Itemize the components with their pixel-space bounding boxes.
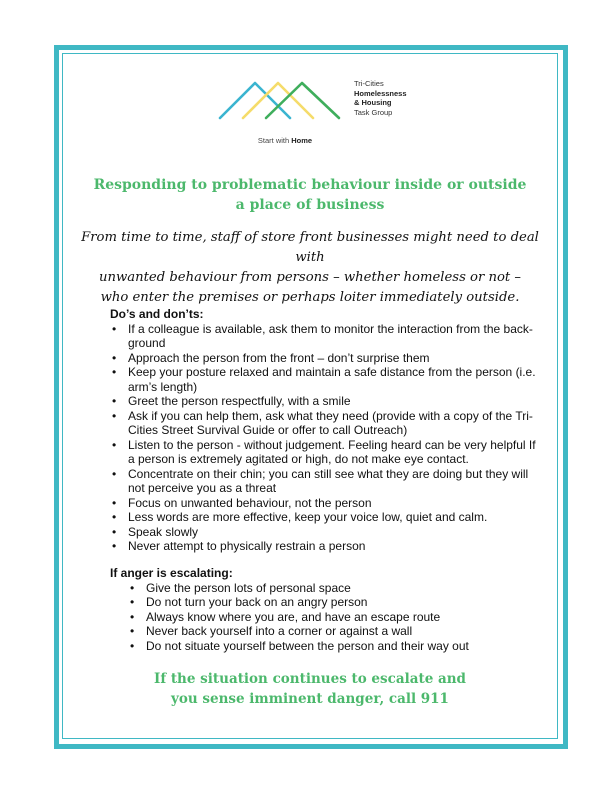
list-item xyxy=(110,394,540,409)
bullet-icon: • xyxy=(112,524,117,539)
tagline-bold: Home xyxy=(291,136,313,145)
bullet-icon: • xyxy=(130,580,135,595)
list-item-text: Do not situate yourself between the person and their way out xyxy=(146,638,469,653)
tagline xyxy=(210,136,360,145)
section-heading: Do’s and don’ts: xyxy=(110,307,204,321)
list-item xyxy=(128,610,510,625)
list-item xyxy=(128,581,510,596)
list-item-text: If a colleague is available, ask them to monitor the interaction from the back-ground xyxy=(128,321,533,350)
list-item xyxy=(110,510,540,525)
bullet-icon: • xyxy=(112,539,117,553)
list-item xyxy=(110,467,540,496)
bullet-icon: • xyxy=(112,321,117,336)
bullet-icon: • xyxy=(130,638,135,653)
list-item-text: Ask if you can help them, ask what they need (provide with a copy of the Tri-Cities Street Survival Guide or offer to call Outreach) xyxy=(128,408,533,437)
org-name-line: & Housing xyxy=(354,98,392,107)
list-item-text: Listen to the person - without judgement. Feeling heard can be very helpful If a person is extremely agitated or high, do not make eye contact. xyxy=(128,437,536,466)
list-item xyxy=(128,639,510,654)
dos-and-donts-list xyxy=(110,322,540,554)
intro-line: who enter the premises or perhaps loiter immediately outside. xyxy=(100,290,520,305)
bullet-icon: • xyxy=(112,408,117,423)
bullet-icon: • xyxy=(112,495,117,510)
bullet-icon: • xyxy=(112,350,117,365)
tagline-prefix: Start with xyxy=(257,136,292,145)
list-item-text: Concentrate on their chin; you can still see what they are doing but they will not perceive you as a threat xyxy=(128,466,529,495)
list-item-text: Always know where you are, and have an escape route xyxy=(146,609,441,624)
anger-escalating-list xyxy=(128,581,510,654)
intro-paragraph xyxy=(66,228,554,308)
logo-peak-yellow xyxy=(243,83,313,118)
intro-line: unwanted behaviour from persons – whether homeless or not – xyxy=(98,270,521,285)
list-item-text: Greet the person respectfully, with a smile xyxy=(128,394,351,408)
list-item-text: Approach the person from the front – don’t surprise them xyxy=(128,350,430,365)
dos-and-donts-section xyxy=(110,307,540,554)
list-item-text: Do not turn your back on an angry person xyxy=(146,595,368,609)
list-item-text: Never back yourself into a corner or against a wall xyxy=(146,624,413,638)
mountain-peaks-icon xyxy=(210,75,350,125)
closing-line: you sense imminent danger, call 911 xyxy=(171,691,449,707)
list-item-text: Give the person lots of personal space xyxy=(146,580,351,595)
list-item-text: Speak slowly xyxy=(128,524,199,539)
list-item xyxy=(110,365,540,394)
bullet-icon: • xyxy=(112,365,117,379)
title-line: Responding to problematic behaviour inside or outside xyxy=(93,177,527,193)
bullet-icon: • xyxy=(130,609,135,624)
page-title xyxy=(80,175,540,215)
logo-peak-blue xyxy=(220,83,290,118)
list-item-text: Focus on unwanted behaviour, not the person xyxy=(128,495,372,510)
section-heading: If anger is escalating: xyxy=(110,566,233,580)
list-item xyxy=(128,595,510,610)
bullet-icon: • xyxy=(112,394,117,408)
list-item xyxy=(110,409,540,438)
org-name-line: Tri-Cities xyxy=(354,79,384,88)
org-name xyxy=(354,79,407,117)
bullet-icon: • xyxy=(130,595,135,609)
bullet-icon: • xyxy=(112,510,117,524)
org-name-line: Task Group xyxy=(354,107,393,117)
org-name-line: Homelessness xyxy=(354,88,407,98)
title-line: a place of business xyxy=(235,197,385,213)
intro-line: From time to time, staff of store front businesses might need to deal with xyxy=(81,230,539,265)
bullet-icon: • xyxy=(112,466,117,481)
list-item xyxy=(110,539,540,554)
list-item-text: Less words are more effective, keep your voice low, quiet and calm. xyxy=(128,510,488,524)
list-item xyxy=(110,496,540,511)
logo-peak-green xyxy=(266,83,339,118)
anger-escalating-section xyxy=(110,566,510,653)
list-item-text: Never attempt to physically restrain a person xyxy=(128,539,366,553)
closing-line: If the situation continues to escalate and xyxy=(154,671,466,687)
list-item xyxy=(128,624,510,639)
list-item xyxy=(110,322,540,351)
bullet-icon: • xyxy=(112,437,117,452)
list-item xyxy=(110,351,540,366)
list-item-text: Keep your posture relaxed and maintain a safe distance from the person (i.e. arm’s length) xyxy=(128,365,536,394)
closing-warning xyxy=(80,669,540,709)
bullet-icon: • xyxy=(130,624,135,638)
list-item xyxy=(110,525,540,540)
list-item xyxy=(110,438,540,467)
